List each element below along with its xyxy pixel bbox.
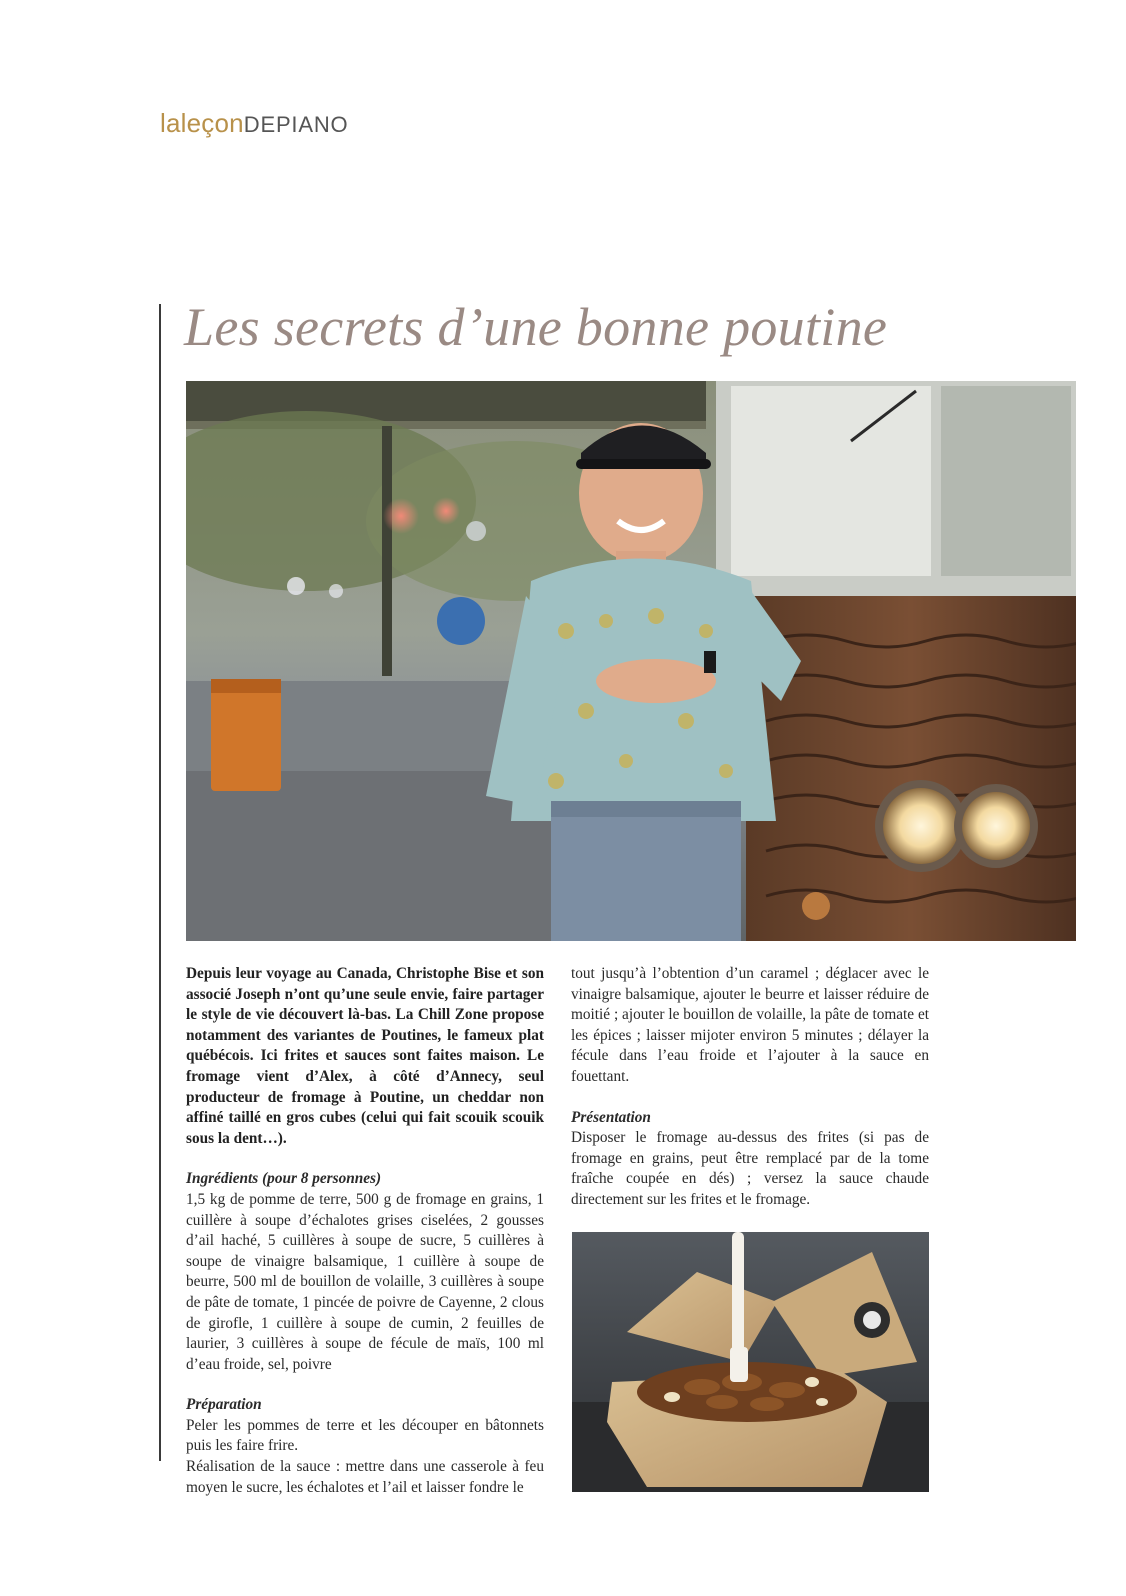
presentation-heading: Présentation [571, 1108, 651, 1126]
main-photo-illustration [186, 381, 1076, 941]
ingredients-heading: Ingrédients (pour 8 personnes) [186, 1170, 382, 1188]
preparation-text-1: Peler les pommes de terre et les découper en bâtonnets puis les faire frire. [186, 1416, 544, 1455]
section-header-part2: DEPIANO [243, 112, 349, 137]
article-column-right [571, 964, 929, 1211]
article-intro: Depuis leur voyage au Canada, Christophe Bise et son associé Joseph n’ont qu’une seule envie, faire partager le style de vie découvert là-bas. La Chill Zone propose notamment des variantes de Poutines, le fameux plat québécois. Ici frites et sauces sont faites maison. Le fromage vient d’Alex, à côté d’Annecy, seul producteur de fromage à Poutine, un cheddar non affiné taillé en gros cubes (celui qui fait scouik scouik sous la dent…). [186, 965, 544, 1147]
main-photo [186, 381, 1076, 941]
food-photo-illustration [572, 1232, 929, 1492]
food-photo [572, 1232, 929, 1492]
article-title: Les secrets d’une bonne poutine [184, 297, 888, 357]
preparation-text-3: tout jusqu’à l’obtention d’un caramel ; déglacer avec le vinaigre balsamique, ajouter le beurre et laisser réduire de moitié ; ajouter le bouillon de volaille, la pâte de tomate et les épices ; laisser mijoter environ 5 minutes ; délayer la fécule dans l’eau froide et l’ajouter à la sauce en fouettant. [571, 965, 929, 1085]
section-header-part1: laleçon [160, 108, 244, 138]
ingredients-text: 1,5 kg de pomme de terre, 500 g de fromage en grains, 1 cuillère à soupe d’échalotes grises ciselées, 2 gousses d’ail haché, 5 cuillères à soupe de sucre, 5 cuillères à soupe de vinaigre balsamique, 1 cuillère à soupe de beurre, 500 ml de bouillon de volaille, 3 cuillères à soupe de pâte de tomate, 1 pincée de poivre de Cayenne, 2 clous de girofle, 1 cuillère à soupe de cumin, 2 feuilles de laurier, 3 cuillères à soupe de fécule de maïs, 100 ml d’eau froide, sel, poivre [186, 1190, 544, 1373]
presentation-text: Disposer le fromage au-dessus des frites (si pas de fromage en grains, peut être remplacé par de la tome fraîche coupée en dés) ; versez la sauce chaude directement sur les frites et le fromage. [571, 1129, 929, 1208]
preparation-heading: Préparation [186, 1396, 262, 1414]
section-header [160, 108, 348, 139]
article-column-left [186, 964, 544, 1498]
vertical-rule [159, 304, 161, 1461]
preparation-text-2: Réalisation de la sauce : mettre dans une casserole à feu moyen le sucre, les échalotes et l’ail et laisser fondre le [186, 1458, 544, 1496]
